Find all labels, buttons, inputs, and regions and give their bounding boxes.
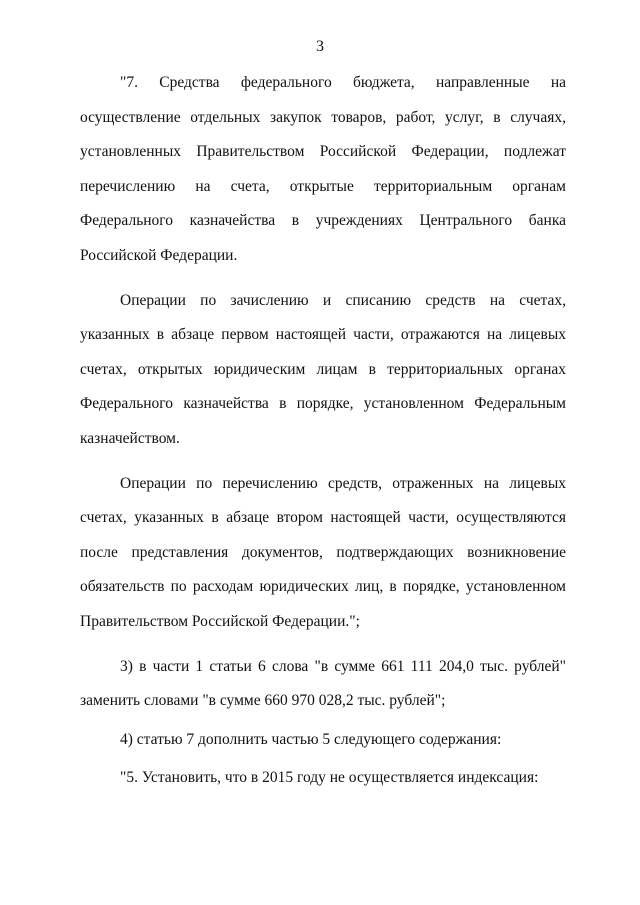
paragraph-section-7-funds: "7. Средства федерального бюджета, направленные на осуществление отдельных закупок товаров, работ, услуг, в случаях, установленных Правительством Российской Федерации, подлежат перечислению на счета, открытые территориальным органам Федерального казначейства в учреждениях Центрального банка Российской Федерации. <box>80 74 566 264</box>
paragraph-section-5-indexation: "5. Установить, что в 2015 году не осуществляется индексация: <box>120 769 539 787</box>
document-body <box>80 66 566 796</box>
paragraph-operations-accounts: Операции по зачислению и списанию средств на счетах, указанных в абзаце первом настоящей части, отражаются на лицевых счетах, открытых юридическим лицам в территориальных органах Федерального казначейства в порядке, установленном Федеральным казначейством. <box>80 291 566 447</box>
paragraph-item-4: 4) статью 7 дополнить частью 5 следующего содержания: <box>120 730 502 748</box>
paragraph-item-3: 3) в части 1 статьи 6 слова "в сумме 661 111 204,0 тыс. рублей" заменить словами "в сумме 660 970 028,2 тыс. рублей"; <box>80 657 566 710</box>
paragraph-operations-transfer: Операции по перечислению средств, отраженных на лицевых счетах, указанных в абзаце втором настоящей части, осуществляются после представления документов, подтверждающих возникновение обязательств по расходам юридических лиц, в порядке, установленном Правительством Российской Федерации."; <box>80 474 566 630</box>
page-number: 3 <box>316 38 324 55</box>
